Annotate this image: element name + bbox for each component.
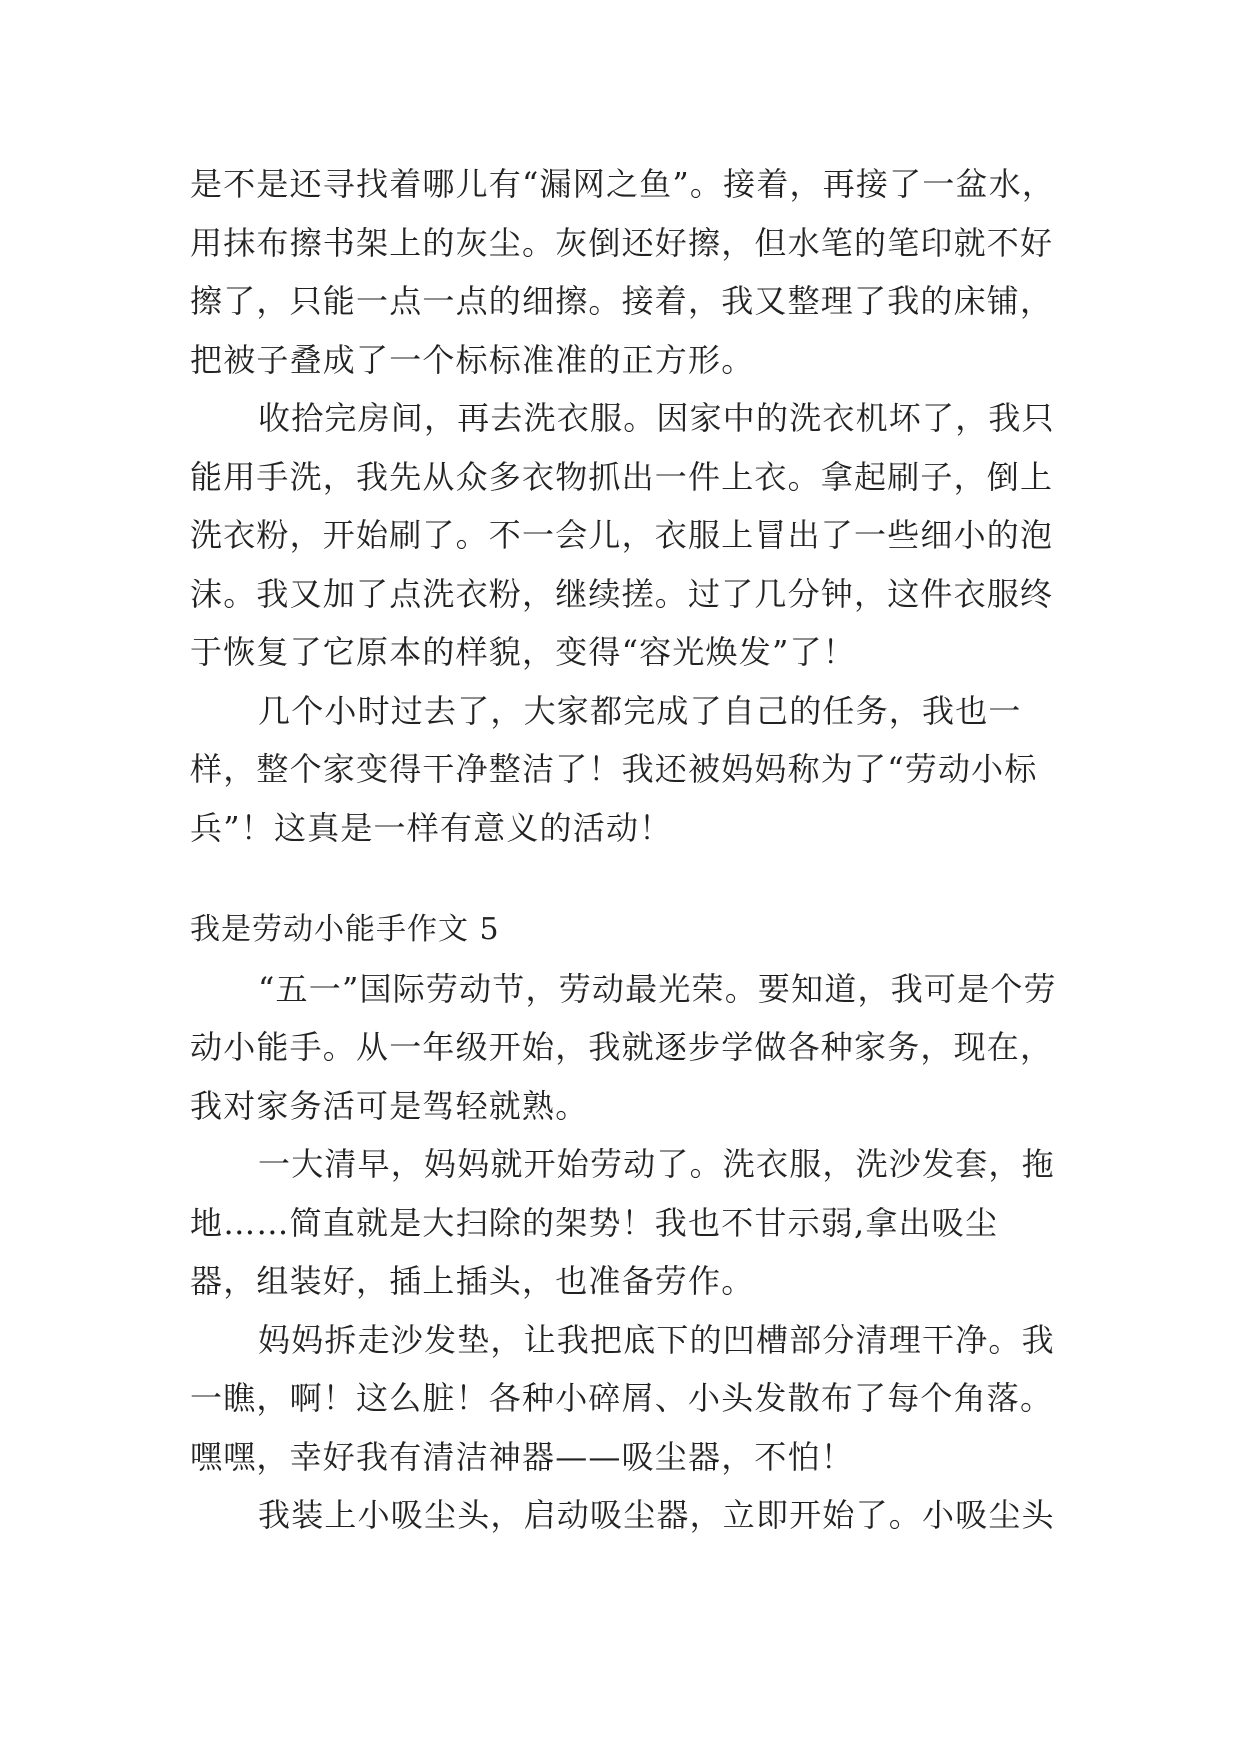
paragraph-sofa: 妈妈拆走沙发垫，让我把底下的凹槽部分清理干净。我一瞧，啊！这么脏！各种小碎屑、小头发散布了每个角落。嘿嘿，幸好我有清洁神器——吸尘器，不怕！ bbox=[190, 1320, 1055, 1476]
paragraph-morning: 一大清早，妈妈就开始劳动了。洗衣服，洗沙发套，拖地……简直就是大扫除的架势！我也不甘示弱,拿出吸尘器，组装好，插上插头，也准备劳作。 bbox=[190, 1145, 1055, 1300]
paragraph-laundry: 收拾完房间，再去洗衣服。因家中的洗衣机坏了，我只能用手洗，我先从众多衣物抓出一件上衣。拿起刷子，倒上洗衣粉，开始刷了。不一会儿，衣服上冒出了一些细小的泡沫。我又加了点洗衣粉，继续搓。过了几分钟，这件衣服终于恢复了它原本的样貌，变得“容光焕发”了！ bbox=[190, 399, 1055, 671]
paragraph-intro: “五一”国际劳动节，劳动最光荣。要知道，我可是个劳动小能手。从一年级开始，我就逐步学做各种家务，现在，我对家务活可是驾轻就熟。 bbox=[190, 969, 1057, 1125]
paragraph-vacuum: 我装上小吸尘头，启动吸尘器，立即开始了。小吸尘头 bbox=[258, 1496, 1055, 1534]
paragraph-continued: 是不是还寻找着哪儿有“漏网之鱼”。接着，再接了一盆水，用抹布擦书架上的灰尘。灰倒还好擦，但水笔的笔印就不好擦了，只能一点一点的细擦。接着，我又整理了我的床铺，把被子叠成了一个标标准准的正方形。 bbox=[190, 165, 1056, 379]
paragraph-conclusion: 几个小时过去了，大家都完成了自己的任务，我也一样，整个家变得干净整洁了！我还被妈妈称为了“劳动小标兵”！这真是一样有意义的活动！ bbox=[190, 691, 1038, 847]
document-body bbox=[190, 155, 1060, 1545]
section-title: 我是劳动小能手作文 5 bbox=[190, 912, 500, 947]
